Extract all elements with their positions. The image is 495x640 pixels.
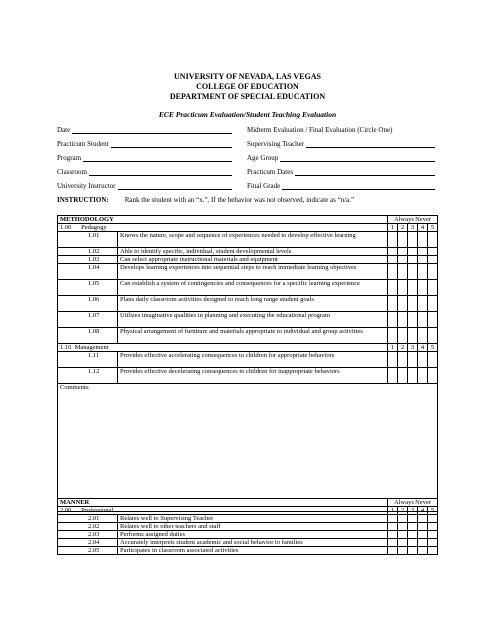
rating-cell[interactable] <box>388 232 398 248</box>
rating-cell[interactable] <box>418 515 428 523</box>
manner-table <box>57 498 438 555</box>
instruction-text: Rank the student with an “x.”. If the behavior was not observed, indicate as “n/a.” <box>124 196 355 204</box>
rating-cell[interactable] <box>388 280 398 296</box>
rating-cell[interactable] <box>428 296 438 312</box>
rating-cell[interactable] <box>408 296 418 312</box>
item-code: 1.01 <box>58 232 118 248</box>
supervising-teacher-line[interactable] <box>306 139 435 148</box>
rating-cell[interactable] <box>388 328 398 344</box>
rating-cell[interactable] <box>428 352 438 368</box>
manner-title: MANNER <box>58 499 388 507</box>
rating-cell[interactable] <box>428 539 438 547</box>
manner-header-row <box>58 499 438 507</box>
rating-cell[interactable] <box>428 280 438 296</box>
university-instructor-line[interactable] <box>118 181 232 190</box>
rating-cell[interactable] <box>428 264 438 280</box>
management-label <box>58 344 388 352</box>
scale-4: 4 <box>418 224 428 232</box>
university-instructor-label: University Instructor <box>57 182 116 190</box>
comments-box[interactable] <box>58 384 438 512</box>
item-text: Participates in classroom associated activities <box>118 547 388 555</box>
scale-4: 4 <box>418 344 428 352</box>
scale-2: 2 <box>398 224 408 232</box>
scale-5: 5 <box>428 344 438 352</box>
rating-cell[interactable] <box>418 248 428 256</box>
item-code: 2.01 <box>58 515 118 523</box>
instruction <box>57 196 354 204</box>
rating-cell[interactable] <box>398 256 408 264</box>
program-field[interactable] <box>57 152 232 162</box>
scale-header <box>388 499 438 507</box>
date-label: Date <box>57 126 71 134</box>
rating-cell[interactable] <box>408 312 418 328</box>
item-code: 2.05 <box>58 547 118 555</box>
item-text: Performs assigned duties <box>118 531 388 539</box>
table-row <box>58 368 438 384</box>
item-text: Plans daily classroom activities designed to reach long range student goals <box>118 296 388 312</box>
age-group-field[interactable] <box>247 152 435 162</box>
rating-cell[interactable] <box>418 232 428 248</box>
pedagogy-row <box>58 224 438 232</box>
program-label: Program <box>57 154 82 162</box>
table-row <box>58 280 438 296</box>
pedagogy-code: 1.00 <box>60 224 72 231</box>
scale-5: 5 <box>428 507 438 515</box>
practicum-dates-label: Practicum Dates <box>247 168 294 176</box>
rating-cell[interactable] <box>398 328 408 344</box>
table-row <box>58 248 438 256</box>
rating-cell[interactable] <box>418 523 428 531</box>
table-row <box>58 256 438 264</box>
rating-cell[interactable] <box>398 515 408 523</box>
scale-2: 2 <box>398 344 408 352</box>
table-row <box>58 523 438 531</box>
rating-cell[interactable] <box>428 523 438 531</box>
rating-cell[interactable] <box>388 531 398 539</box>
rating-cell[interactable] <box>398 368 408 384</box>
item-text: Relates well to Supervising Teacher <box>118 515 388 523</box>
rating-cell[interactable] <box>418 312 428 328</box>
scale-1: 1 <box>388 507 398 515</box>
final-grade-field[interactable] <box>247 180 435 190</box>
table-row <box>58 531 438 539</box>
item-text: Develops learning experiences into sequential steps to reach immediate learning objectives <box>118 264 388 280</box>
rating-cell[interactable] <box>398 248 408 256</box>
item-code: 1.02 <box>58 248 118 256</box>
instruction-label: INSTRUCTION: <box>57 196 109 204</box>
form-title: ECE Practicum Evaluation/Student Teaching Evaluation <box>158 110 337 119</box>
item-text: Physical arrangement of furniture and materials appropriate to individual and group activities <box>118 328 388 344</box>
table-row <box>58 328 438 344</box>
classroom-line[interactable] <box>89 167 232 176</box>
rating-cell[interactable] <box>408 352 418 368</box>
rating-cell[interactable] <box>398 232 408 248</box>
comments-row[interactable] <box>58 384 438 512</box>
rating-cell[interactable] <box>408 328 418 344</box>
rating-cell[interactable] <box>418 280 428 296</box>
item-code: 2.03 <box>58 531 118 539</box>
rating-cell[interactable] <box>408 256 418 264</box>
rating-cell[interactable] <box>398 264 408 280</box>
item-code: 1.04 <box>58 264 118 280</box>
table-row <box>58 539 438 547</box>
rating-cell[interactable] <box>388 296 398 312</box>
rating-cell[interactable] <box>388 515 398 523</box>
scale-4: 4 <box>418 507 428 515</box>
final-grade-line[interactable] <box>282 181 435 190</box>
university-instructor-field[interactable] <box>57 180 232 190</box>
item-code: 1.05 <box>58 280 118 296</box>
rating-cell[interactable] <box>428 256 438 264</box>
table-row <box>58 352 438 368</box>
scale-3: 3 <box>408 224 418 232</box>
rating-cell[interactable] <box>418 256 428 264</box>
rating-cell[interactable] <box>388 248 398 256</box>
rating-cell[interactable] <box>388 312 398 328</box>
never-label: Never <box>415 499 431 506</box>
rating-cell[interactable] <box>408 280 418 296</box>
classroom-field[interactable] <box>57 166 232 176</box>
table-row <box>58 515 438 523</box>
item-code: 2.02 <box>58 523 118 531</box>
item-code: 1.11 <box>58 352 118 368</box>
rating-cell[interactable] <box>398 312 408 328</box>
professional-row <box>58 507 438 515</box>
item-text: Able to identify specific, individual, student developmental levels <box>118 248 388 256</box>
rating-cell[interactable] <box>418 539 428 547</box>
methodology-table <box>57 215 438 512</box>
rating-cell[interactable] <box>428 368 438 384</box>
rating-cell[interactable] <box>408 368 418 384</box>
never-label: Never <box>415 216 431 223</box>
evaluation-type-label: Midterm Evaluation / Final Evaluation (Circle One) <box>247 126 393 134</box>
rating-cell[interactable] <box>428 531 438 539</box>
item-text: Can select appropriate instructional materials and equipment <box>118 256 388 264</box>
professional-code: 2.00 <box>60 507 72 514</box>
practicum-dates-line[interactable] <box>295 167 435 176</box>
rating-cell[interactable] <box>408 539 418 547</box>
item-code: 1.08 <box>58 328 118 344</box>
item-text: Knows the nature, scope and sequence of experiences needed to develop effective learning <box>118 232 388 248</box>
rating-cell[interactable] <box>418 264 428 280</box>
university-name: UNIVERSITY OF NEVADA, LAS VEGAS <box>174 72 321 81</box>
scale-1: 1 <box>388 344 398 352</box>
item-text: Can establish a system of contingencies and consequences for a specific learning experience <box>118 280 388 296</box>
rating-cell[interactable] <box>398 523 408 531</box>
college-name: COLLEGE OF EDUCATION <box>196 82 299 91</box>
item-code: 1.06 <box>58 296 118 312</box>
professional-text: Professional <box>81 507 114 514</box>
table-row <box>58 232 438 248</box>
pedagogy-label <box>58 224 388 232</box>
rating-cell[interactable] <box>428 547 438 555</box>
item-code: 1.03 <box>58 256 118 264</box>
scale-2: 2 <box>398 507 408 515</box>
rating-cell[interactable] <box>418 352 428 368</box>
rating-cell[interactable] <box>388 539 398 547</box>
rating-cell[interactable] <box>428 328 438 344</box>
rating-cell[interactable] <box>388 368 398 384</box>
rating-cell[interactable] <box>408 531 418 539</box>
item-text: Utilizes imaginative qualities in planning and executing the educational program <box>118 312 388 328</box>
table-row <box>58 312 438 328</box>
rating-cell[interactable] <box>418 531 428 539</box>
management-text: Management <box>74 344 109 351</box>
date-field[interactable] <box>57 124 232 134</box>
scale-3: 3 <box>408 344 418 352</box>
rating-cell[interactable] <box>418 328 428 344</box>
table-row <box>58 547 438 555</box>
date-line[interactable] <box>72 125 232 134</box>
rating-cell[interactable] <box>418 368 428 384</box>
rating-cell[interactable] <box>398 531 408 539</box>
rating-cell[interactable] <box>428 248 438 256</box>
item-text: Provides effective decelerating consequences to children for inappropriate behaviors <box>118 368 388 384</box>
age-group-line[interactable] <box>280 153 435 162</box>
item-text: Relates well to other teachers and staff <box>118 523 388 531</box>
practicum-dates-field[interactable] <box>247 166 435 176</box>
item-code: 2.04 <box>58 539 118 547</box>
evaluation-type-field[interactable] <box>247 124 435 134</box>
rating-cell[interactable] <box>408 523 418 531</box>
practicum-student-label: Practicum Student <box>57 140 109 148</box>
age-group-label: Age Group <box>247 154 279 162</box>
item-code: 1.07 <box>58 312 118 328</box>
rating-cell[interactable] <box>408 515 418 523</box>
supervising-teacher-label: Supervising Teacher <box>247 140 305 148</box>
pedagogy-text: Pedagogy <box>81 224 107 231</box>
practicum-student-line[interactable] <box>111 139 232 148</box>
supervising-teacher-field[interactable] <box>247 138 435 148</box>
rating-cell[interactable] <box>408 547 418 555</box>
rating-cell[interactable] <box>398 539 408 547</box>
final-grade-label: Final Grade <box>247 182 281 190</box>
scale-header <box>388 216 438 224</box>
methodology-header-row <box>58 216 438 224</box>
rating-cell[interactable] <box>428 515 438 523</box>
rating-cell[interactable] <box>408 232 418 248</box>
rating-cell[interactable] <box>388 264 398 280</box>
always-label: Always <box>394 499 414 506</box>
rating-cell[interactable] <box>388 547 398 555</box>
rating-cell[interactable] <box>428 312 438 328</box>
always-label: Always <box>394 216 414 223</box>
item-text: Provides effective accelerating consequences to children for appropriate behaviors <box>118 352 388 368</box>
rating-cell[interactable] <box>398 296 408 312</box>
department-name: DEPARTMENT OF SPECIAL EDUCATION <box>169 92 326 101</box>
management-code: 1.10 <box>60 344 72 351</box>
scale-5: 5 <box>428 224 438 232</box>
scale-3: 3 <box>408 507 418 515</box>
item-code: 1.12 <box>58 368 118 384</box>
comments-label: Comments: <box>60 384 90 391</box>
rating-cell[interactable] <box>398 547 408 555</box>
rating-cell[interactable] <box>388 256 398 264</box>
rating-cell[interactable] <box>398 280 408 296</box>
methodology-title: METHODOLOGY <box>58 216 388 224</box>
rating-cell[interactable] <box>418 547 428 555</box>
table-row <box>58 296 438 312</box>
rating-cell[interactable] <box>418 296 428 312</box>
table-row <box>58 264 438 280</box>
rating-cell[interactable] <box>388 523 398 531</box>
classroom-label: Classroom <box>57 168 87 176</box>
rating-cell[interactable] <box>428 232 438 248</box>
rating-cell[interactable] <box>398 352 408 368</box>
scale-1: 1 <box>388 224 398 232</box>
practicum-student-field[interactable] <box>57 138 232 148</box>
management-row <box>58 344 438 352</box>
rating-cell[interactable] <box>408 264 418 280</box>
professional-label <box>58 507 388 515</box>
rating-cell[interactable] <box>388 352 398 368</box>
program-line[interactable] <box>83 153 232 162</box>
rating-cell[interactable] <box>408 248 418 256</box>
item-text: Accurately interprets student academic and social behavior to families <box>118 539 388 547</box>
